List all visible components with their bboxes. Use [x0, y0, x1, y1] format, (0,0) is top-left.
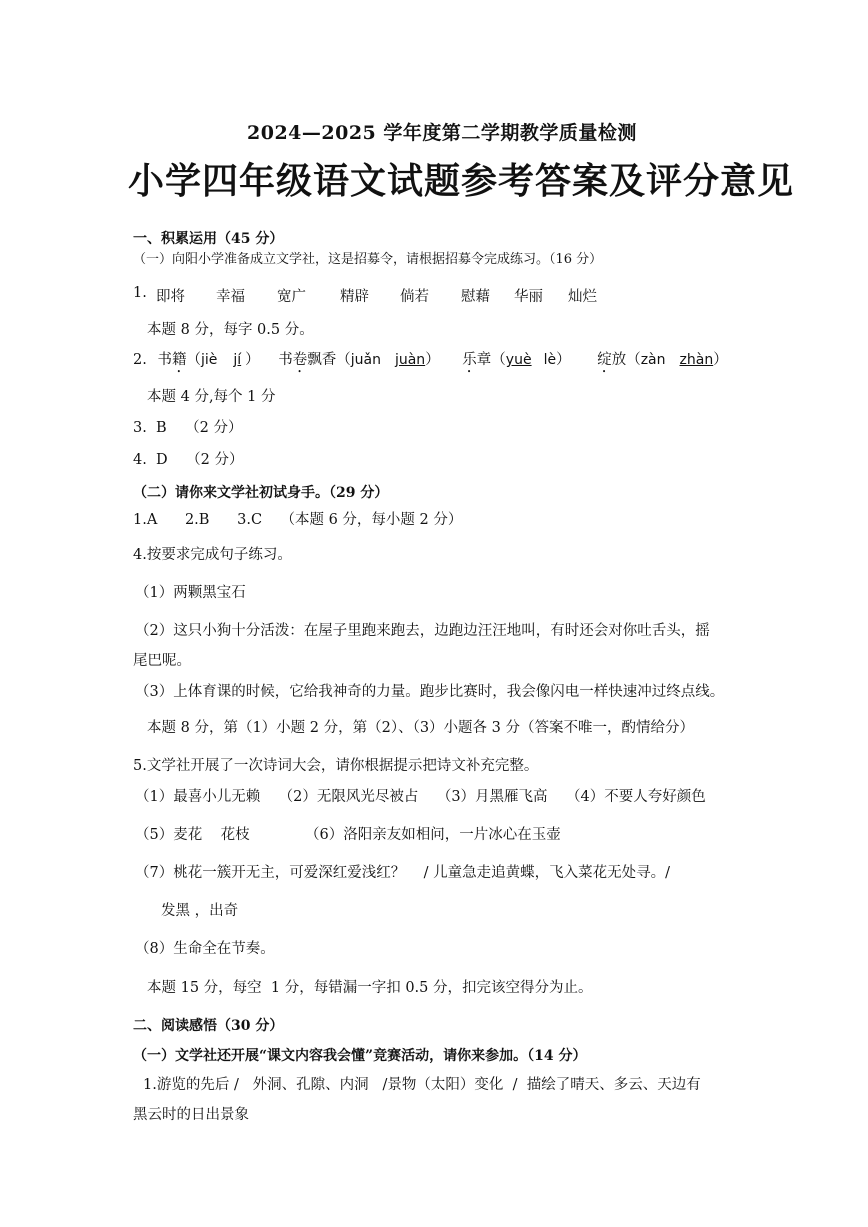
q2-number: 2.	[133, 352, 147, 368]
p2-q4-answer: （2）这只小狗十分活泼：在屋子里跑来跑去，边跑边汪汪地叫，有时还会对你吐舌头，摇	[135, 623, 710, 639]
q2-pinyin: juǎn	[350, 352, 381, 368]
q2-pinyin: lè	[543, 352, 557, 368]
q1-number: 1.	[133, 285, 147, 301]
p2-q5-answers: （8）生命全在节奏。	[135, 941, 275, 957]
q1-word: 精辟	[340, 289, 369, 305]
page-title: 小学四年级语文试题参考答案及评分意见	[128, 160, 795, 202]
p2-q4-answer: （3）上体育课的时候，它给我神奇的力量。跑步比赛时，我会像闪电一样快速冲过终点线。	[135, 684, 725, 700]
p2-q5-prompt: 5.文学社开展了一次诗词大会，请你根据提示把诗文补充完整。	[133, 758, 539, 774]
q2-pinyin-answer: zhàn	[679, 352, 714, 368]
q1-word: 灿烂	[568, 289, 597, 305]
q2-word: 书籍	[157, 352, 187, 368]
s2-q1-answer-cont: 黑云时的日出景象	[133, 1107, 249, 1123]
p2-q5-answers: （5）麦花 花枝 （6）洛阳亲友如相问，一片冰心在玉壶	[135, 827, 561, 843]
q1-word: 华丽	[514, 289, 543, 305]
q2-word: 乐章	[462, 352, 492, 368]
p2-q5-answers: （1）最喜小儿无赖 （2）无限风光尽被占 （3）月黑雁飞高 （4）不要人夸好颜色	[135, 789, 706, 805]
q2-line: 2. 书籍（jiè jí ） 书卷飘香（juǎn juàn） 乐章（yuè lè） 绽放（zàn zhàn）	[133, 352, 728, 368]
p2-q5-score: 本题 15 分，每空 1 分，每错漏一字扣 0.5 分，扣完该空得分为止。	[147, 980, 593, 996]
p2-q4-score: 本题 8 分，第（1）小题 2 分，第（2）、（3）小题各 3 分（答案不唯一，酌情给分）	[147, 720, 695, 736]
p2-q5-answers-cont: 发黑 ，出奇	[161, 903, 239, 919]
section-2-part-1-title: （一）文学社还开展“课文内容我会懂”竞赛活动，请你来参加。（14 分）	[133, 1048, 587, 1064]
p2-q5-answers: （7）桃花一簇开无主，可爱深红爱浅红？ / 儿童急走追黄蝶，飞入菜花无处寻。/	[135, 865, 671, 881]
q1-word: 宽广	[277, 289, 306, 305]
p2-q4-answer-cont: 尾巴呢。	[133, 653, 191, 669]
q1-word: 即将	[156, 289, 185, 305]
p2-q123-answer: 1.A 2.B 3.C （本题 6 分，每小题 2 分）	[133, 512, 463, 528]
p2-q4-answer: （1）两颗黑宝石	[135, 585, 246, 601]
section-2-title: 二、阅读感悟（30 分）	[133, 1018, 284, 1034]
q1-word: 幸福	[216, 289, 245, 305]
part-1-title: （一）向阳小学准备成立文学社，这是招募令，请根据招募令完成练习。（16 分）	[133, 252, 603, 267]
q2-pinyin: zàn	[640, 352, 666, 368]
s2-q1-answer: 1.游览的先后 / 外洞、孔隙、内洞 /景物（太阳）变化 / 描绘了晴天、多云、天边有	[143, 1077, 701, 1093]
q2-word: 书卷飘香	[278, 352, 337, 368]
q2-pinyin-answer: juàn	[394, 352, 426, 368]
p2-q4-prompt: 4.按要求完成句子练习。	[133, 547, 292, 563]
q2-pinyin: jiè	[200, 352, 218, 368]
q2-word: 绽放	[597, 352, 627, 368]
q2-pinyin-answer: yuè	[505, 352, 532, 368]
q2-pinyin-answer: jí	[233, 352, 242, 368]
q3-answer: 3. B （2 分）	[133, 420, 243, 436]
q1-word: 慰藉	[461, 289, 490, 305]
part-2-title: （二）请你来文学社初试身手。（29 分）	[133, 485, 389, 501]
section-1-title: 一、积累运用（45 分）	[133, 231, 284, 247]
q4-answer: 4. D （2 分）	[133, 452, 244, 468]
q1-score: 本题 8 分，每字 0.5 分。	[147, 322, 314, 338]
term-title: 2024—2025 学年度第二学期教学质量检测	[247, 122, 637, 144]
q1-word: 倘若	[400, 289, 429, 305]
q2-score: 本题 4 分,每个 1 分	[147, 389, 276, 405]
